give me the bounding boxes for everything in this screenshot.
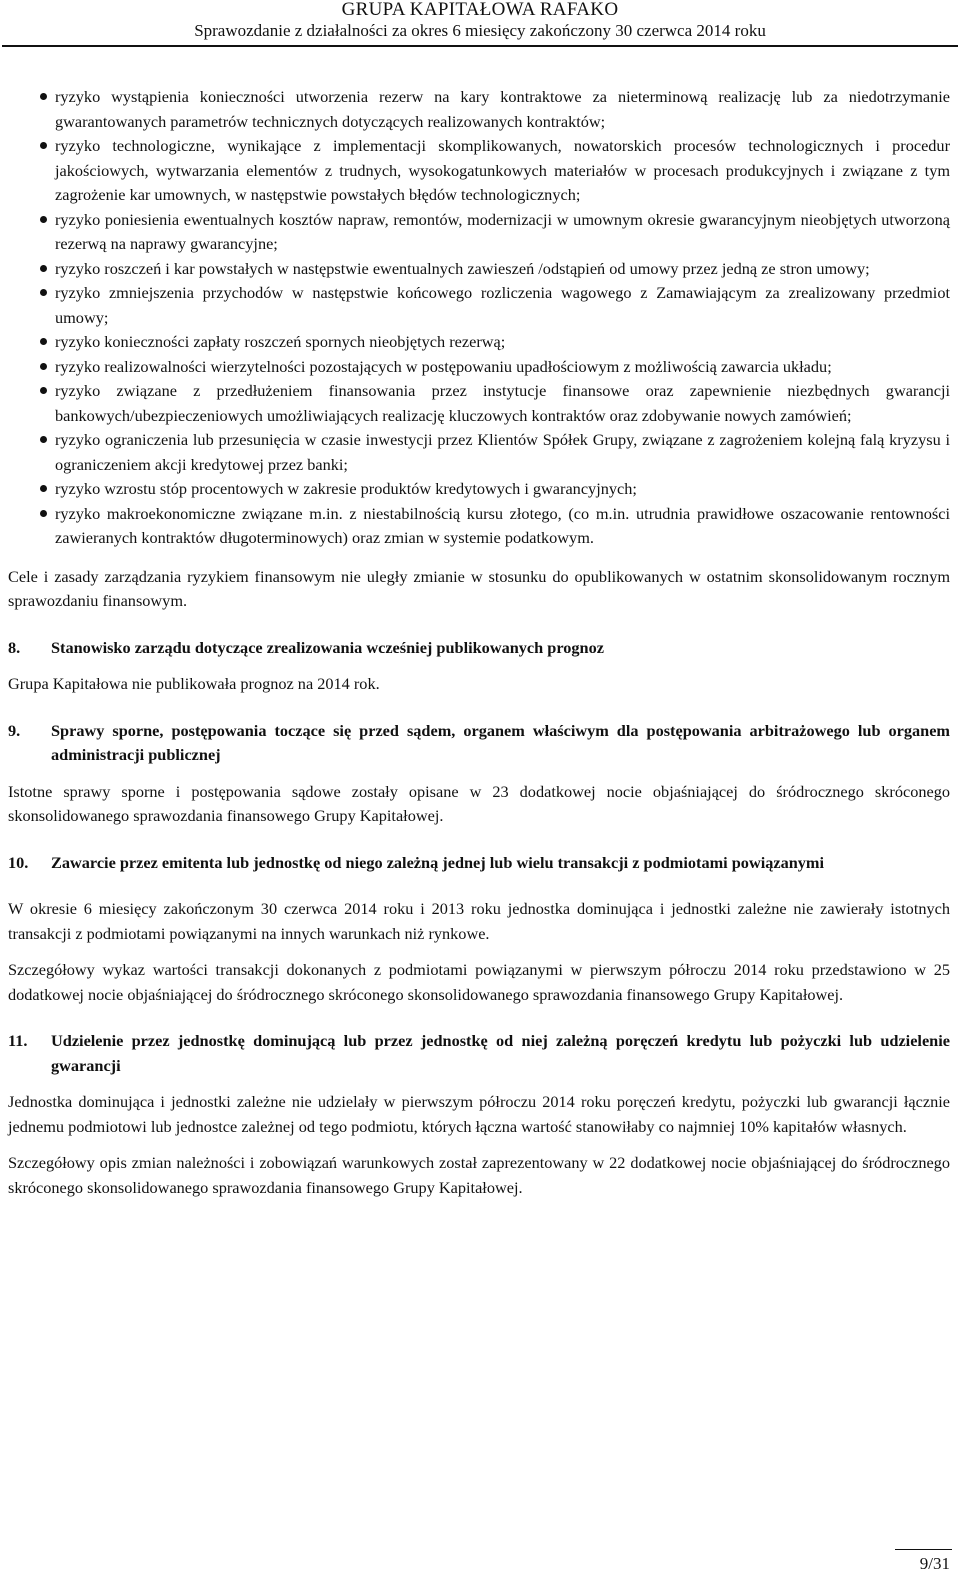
bullet-icon (40, 338, 47, 345)
report-subtitle: Sprawozdanie z działalności za okres 6 miesięcy zakończony 30 czerwca 2014 roku (194, 21, 766, 40)
section-9-body: Istotne sprawy sporne i postępowania sądowe zostały opisane w 23 dodatkowej nocie objaśniającej do śródrocznego skróconego skonsolidowanego sprawozdania finansowego Grupy Kapitałowej. (8, 781, 950, 825)
section-10-body-1: W okresie 6 miesięcy zakończonym 30 czerwca 2014 roku i 2013 roku jednostka dominująca i jednostki zależne nie zawierały istotnych transakcji z podmiotami powiązanymi na innych warunkach niż rynkowe. (8, 899, 950, 943)
section-10-heading (8, 851, 950, 876)
company-name: GRUPA KAPITAŁOWA RAFAKO (341, 0, 619, 20)
bullet-icon (40, 216, 47, 223)
bullet-icon (40, 436, 47, 443)
bullet-icon (40, 289, 47, 296)
section-8-body: Grupa Kapitałowa nie publikowała prognoz na 2014 rok. (8, 674, 380, 693)
section-title: Sprawy sporne, postępowania toczące się przed sądem, organem właściwym dla postępowania arbitrażowego lub organem administracji publicznej (51, 720, 950, 764)
bullet-icon (40, 93, 47, 100)
header-divider (2, 45, 958, 47)
bullet-icon (40, 485, 47, 492)
section-title: Zawarcie przez emitenta lub jednostkę od niego zależną jednej lub wielu transakcji z podmiotami powiązanymi (51, 852, 825, 872)
list-item: ryzyko wystąpienia konieczności utworzenia rezerw na kary kontraktowe za nieterminową realizację lub za niedotrzymanie gwarantowanych parametrów technicznych dotyczących realizowanych kontraktów; (8, 85, 950, 134)
list-item: ryzyko ograniczenia lub przesunięcia w czasie inwestycji przez Klientów Spółek Grupy, związane z zagrożeniem kolejną falą kryzysu i ograniczeniem akcji kredytowej przez banki; (8, 428, 950, 477)
bullet-icon (40, 265, 47, 272)
list-item: ryzyko konieczności zapłaty roszczeń spornych nieobjętych rezerwą; (8, 330, 950, 355)
footer-divider (895, 1549, 952, 1550)
list-item: ryzyko zmniejszenia przychodów w następstwie końcowego rozliczenia wagowego z Zamawiającym za zrealizowany przedmiot umowy; (8, 281, 950, 330)
page-header (0, 0, 960, 44)
bullet-icon (40, 363, 47, 370)
bullet-icon (40, 510, 47, 517)
bullet-icon (40, 387, 47, 394)
section-11-body-1: Jednostka dominująca i jednostki zależne nie udzielały w pierwszym półroczu 2014 roku poręczeń kredytu, pożyczki lub gwarancji łącznie jednemu podmiotowi lub jednostce zależnej od tego podmiotu, których łączna wartość stanowiłaby co najmniej 10% kapitałów własnych. (8, 1092, 950, 1136)
list-item: ryzyko makroekonomiczne związane m.in. z niestabilnością kursu złotego, (co m.in. utrudnia prawidłowe oszacowanie rentowności zawieranych kontraktów długoterminowych) oraz zmian w systemie podatkowym. (8, 502, 950, 551)
list-item: ryzyko technologiczne, wynikające z implementacji skomplikowanych, nowatorskich procesów technologicznych i procedur jakościowych, wytwarzania elementów z trudnych, wysokogatunkowych materiałów w procesach produkcyjnych i związane z tym zagrożenie kar umownych, w następstwie powstałych błędów technologicznych; (8, 134, 950, 208)
section-number: 10. (8, 852, 29, 872)
risk-list (8, 85, 950, 551)
section-title: Stanowisko zarządu dotyczące zrealizowania wcześniej publikowanych prognoz (51, 637, 604, 657)
section-11-heading (8, 1029, 950, 1078)
section-8-heading (8, 636, 950, 661)
section-9-heading (8, 719, 950, 768)
list-item: ryzyko poniesienia ewentualnych kosztów napraw, remontów, modernizacji w umownym okresie gwarancyjnym nieobjętych utworzoną rezerwą na naprawy gwarancyjne; (8, 208, 950, 257)
section-11-body-2: Szczegółowy opis zmian należności i zobowiązań warunkowych został zaprezentowany w 22 dodatkowej nocie objaśniającej do śródrocznego skróconego skonsolidowanego sprawozdania finansowego Grupy Kapitałowej. (8, 1153, 950, 1197)
bullet-icon (40, 142, 47, 149)
section-number: 8. (8, 637, 21, 657)
section-number: 9. (8, 720, 21, 740)
list-item: ryzyko wzrostu stóp procentowych w zakresie produktów kredytowych i gwarancyjnych; (8, 477, 950, 502)
section-number: 11. (8, 1031, 28, 1050)
list-item: ryzyko realizowalności wierzytelności pozostających w postępowaniu upadłościowym z możliwością zawarcia układu; (8, 355, 950, 380)
risk-policy-paragraph: Cele i zasady zarządzania ryzykiem finansowym nie uległy zmianie w stosunku do opublikowanych w ostatnim skonsolidowanym rocznym sprawozdaniu finansowym. (8, 566, 950, 610)
list-item: ryzyko związane z przedłużeniem finansowania przez instytucje finansowe oraz zapewnienie niezbędnych gwarancji bankowych/ubezpieczeniowych umożliwiających realizację kluczowych kontraktów oraz zdobywanie nowych zamówień; (8, 379, 950, 428)
list-item: ryzyko roszczeń i kar powstałych w następstwie ewentualnych zawieszeń /odstąpień od umowy przez jedną ze stron umowy; (8, 257, 950, 282)
section-10-body-2: Szczegółowy wykaz wartości transakcji dokonanych z podmiotami powiązanymi w pierwszym półroczu 2014 roku przedstawiono w 25 dodatkowej nocie objaśniającej do śródrocznego skróconego skonsolidowanego sprawozdania finansowego Grupy Kapitałowej. (8, 960, 950, 1004)
document-body (8, 85, 950, 1200)
section-title: Udzielenie przez jednostkę dominującą lub przez jednostkę od niej zależną poręczeń kredytu lub pożyczki lub udzielenie gwarancji (51, 1031, 950, 1075)
page-number: 9/31 (919, 1554, 950, 1573)
